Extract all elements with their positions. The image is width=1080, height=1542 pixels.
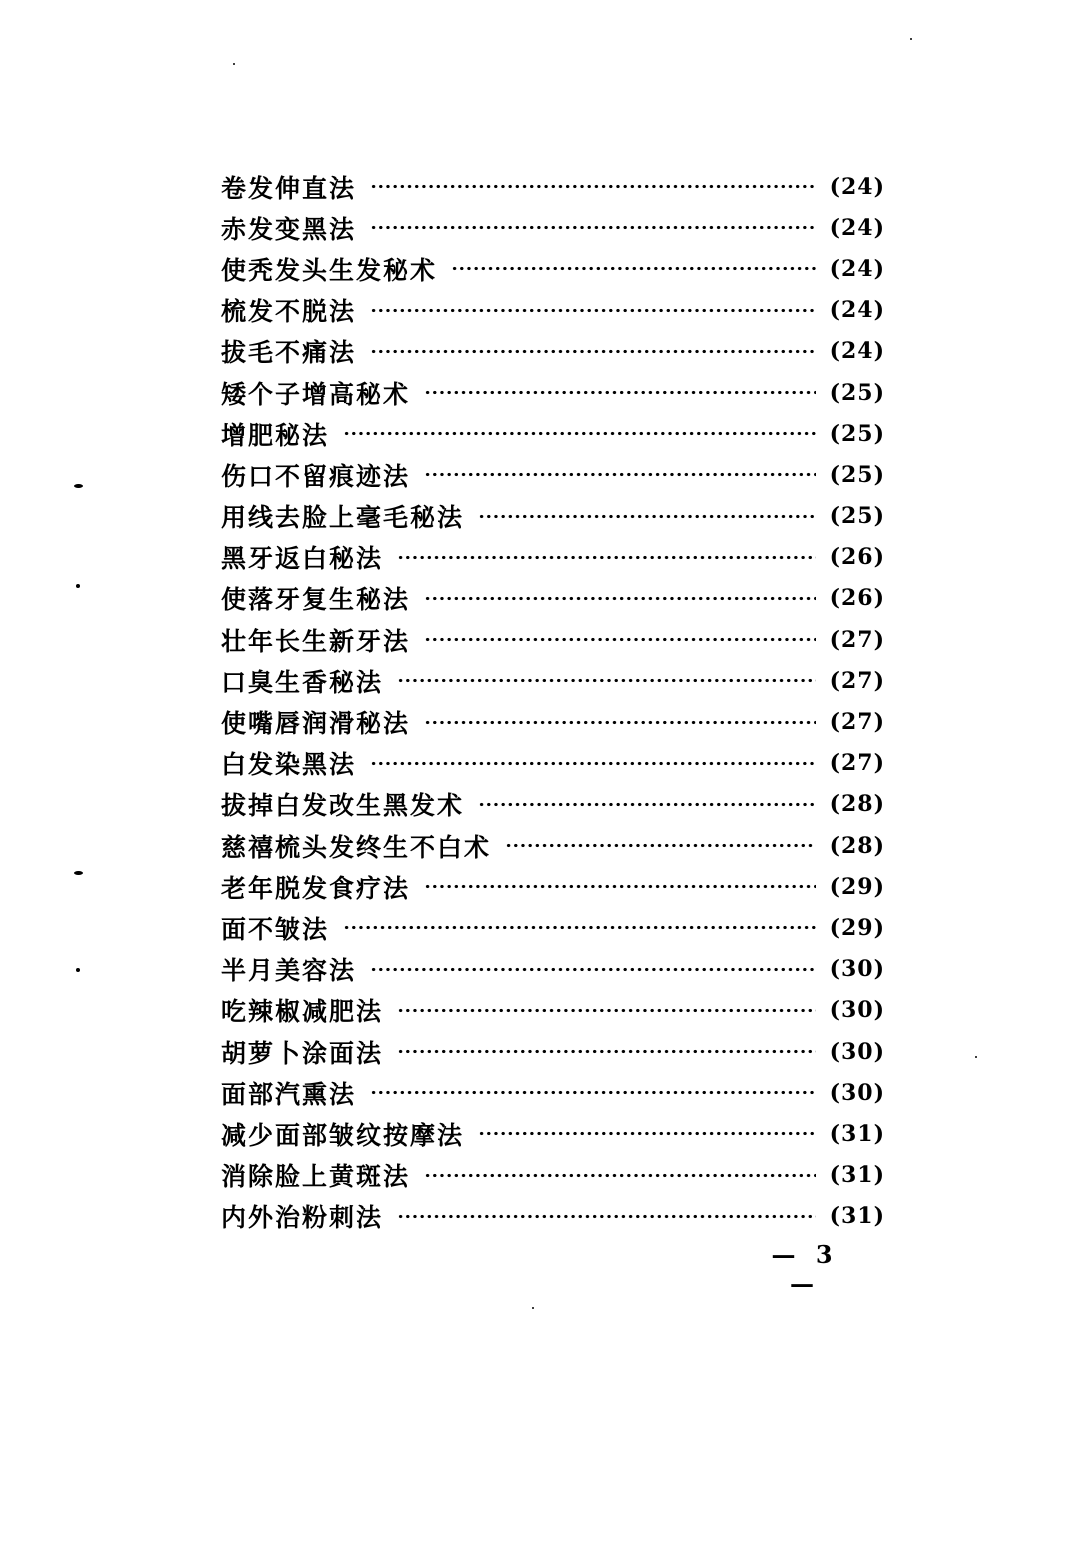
dot-leader bbox=[424, 884, 816, 889]
toc-entry bbox=[221, 207, 885, 248]
toc-entry-title: 半月美容法 bbox=[221, 956, 357, 986]
toc-entry-page: (30) bbox=[829, 1038, 885, 1065]
toc-entry-page: (25) bbox=[829, 461, 885, 488]
toc-entry-title: 使秃发头生发秘术 bbox=[221, 255, 438, 285]
toc-entry-title: 面不皱法 bbox=[221, 914, 330, 944]
toc-entry-page: (29) bbox=[829, 873, 885, 900]
dot-leader bbox=[370, 308, 816, 313]
dot-leader bbox=[424, 637, 816, 642]
toc-entry-page: (24) bbox=[829, 255, 885, 282]
toc-entry-title: 消除脸上黄斑法 bbox=[221, 1162, 411, 1192]
toc-entry bbox=[221, 949, 885, 990]
toc-entry-title: 用线去脸上毫毛秘法 bbox=[221, 503, 465, 533]
dot-leader bbox=[397, 1049, 816, 1054]
toc-entry-page: (31) bbox=[829, 1120, 885, 1147]
dot-leader bbox=[424, 596, 816, 601]
dot-leader bbox=[370, 761, 816, 766]
dot-leader bbox=[505, 843, 816, 848]
dot-leader bbox=[343, 925, 816, 930]
toc-entry bbox=[221, 166, 885, 207]
scan-speck bbox=[233, 63, 235, 65]
toc-entry-title: 使落牙复生秘法 bbox=[221, 585, 411, 615]
dot-leader bbox=[370, 184, 816, 189]
toc-entry bbox=[221, 1155, 885, 1196]
dot-leader bbox=[370, 967, 816, 972]
toc-entry-title: 矮个子增高秘术 bbox=[221, 379, 411, 409]
toc-entry-title: 减少面部皱纹按摩法 bbox=[221, 1120, 465, 1150]
toc-entry-page: (24) bbox=[829, 297, 885, 324]
toc-entry-title: 内外治粉刺法 bbox=[221, 1203, 384, 1233]
scan-speck bbox=[910, 38, 912, 40]
toc-entry-title: 胡萝卜涂面法 bbox=[221, 1038, 384, 1068]
toc-entry-page: (26) bbox=[829, 544, 885, 571]
toc-entry-page: (31) bbox=[829, 1162, 885, 1189]
toc-entry-page: (28) bbox=[829, 832, 885, 859]
toc-entry-page: (27) bbox=[829, 709, 885, 736]
toc-entry bbox=[221, 825, 885, 866]
toc-entry bbox=[221, 537, 885, 578]
toc-entry bbox=[221, 990, 885, 1031]
dot-leader bbox=[397, 1214, 816, 1219]
toc-entry-page: (28) bbox=[829, 791, 885, 818]
toc-entry bbox=[221, 413, 885, 454]
toc-entry bbox=[221, 454, 885, 495]
toc-entry-title: 增肥秘法 bbox=[221, 420, 330, 450]
toc-entry-title: 壮年长生新牙法 bbox=[221, 626, 411, 656]
toc-entry-page: (26) bbox=[829, 585, 885, 612]
toc-entry bbox=[221, 248, 885, 289]
toc-entry-title: 黑牙返白秘法 bbox=[221, 544, 384, 574]
toc-entry bbox=[221, 578, 885, 619]
toc-entry bbox=[221, 701, 885, 742]
toc-entry-title: 慈禧梳头发终生不白术 bbox=[221, 832, 492, 862]
toc-entry-page: (24) bbox=[829, 214, 885, 241]
scan-speck bbox=[532, 1307, 534, 1309]
dot-leader bbox=[424, 1173, 816, 1178]
toc-entry-page: (30) bbox=[829, 1079, 885, 1106]
toc-entry bbox=[221, 660, 885, 701]
toc-entry bbox=[221, 496, 885, 537]
toc-entry-title: 卷发伸直法 bbox=[221, 173, 357, 203]
dot-leader bbox=[370, 349, 816, 354]
toc-entry bbox=[221, 907, 885, 948]
toc-entry-title: 拔毛不痛法 bbox=[221, 338, 357, 368]
scan-speck bbox=[975, 1056, 977, 1058]
toc-entry-title: 老年脱发食疗法 bbox=[221, 873, 411, 903]
toc-entry-page: (30) bbox=[829, 997, 885, 1024]
toc-entry bbox=[221, 866, 885, 907]
toc-entry-page: (24) bbox=[829, 338, 885, 365]
toc-entry-title: 吃辣椒减肥法 bbox=[221, 997, 384, 1027]
scan-speck bbox=[76, 584, 80, 588]
dot-leader bbox=[343, 431, 816, 436]
toc-entry bbox=[221, 290, 885, 331]
toc-entry bbox=[221, 1196, 885, 1237]
toc-entry bbox=[221, 331, 885, 372]
toc-entry-page: (24) bbox=[829, 173, 885, 200]
toc-entry-page: (29) bbox=[829, 914, 885, 941]
toc-entry-page: (25) bbox=[829, 379, 885, 406]
dot-leader bbox=[478, 514, 816, 519]
dot-leader bbox=[424, 390, 816, 395]
toc-entry-title: 白发染黑法 bbox=[221, 750, 357, 780]
toc-entry-page: (25) bbox=[829, 503, 885, 530]
dot-leader bbox=[370, 1090, 816, 1095]
toc-entry bbox=[221, 1113, 885, 1154]
dot-leader bbox=[451, 266, 816, 271]
toc-entry-title: 面部汽熏法 bbox=[221, 1079, 357, 1109]
toc-entry bbox=[221, 1072, 885, 1113]
toc-entry bbox=[221, 372, 885, 413]
toc-entry-page: (30) bbox=[829, 956, 885, 983]
toc-entry bbox=[221, 784, 885, 825]
toc-entry-page: (27) bbox=[829, 750, 885, 777]
scan-speck bbox=[74, 871, 83, 875]
toc-entry-page: (27) bbox=[829, 667, 885, 694]
toc-entry-title: 赤发变黑法 bbox=[221, 214, 357, 244]
dot-leader bbox=[478, 802, 816, 807]
toc-entry-page: (31) bbox=[829, 1203, 885, 1230]
toc-entry-page: (25) bbox=[829, 420, 885, 447]
dot-leader bbox=[397, 555, 816, 560]
page-number: — 3 — bbox=[771, 1240, 839, 1298]
dot-leader bbox=[397, 678, 816, 683]
dot-leader bbox=[478, 1131, 816, 1136]
dot-leader bbox=[424, 472, 816, 477]
toc-entry-title: 梳发不脱法 bbox=[221, 297, 357, 327]
toc-entry-title: 拔掉白发改生黑发术 bbox=[221, 791, 465, 821]
dot-leader bbox=[397, 1008, 816, 1013]
toc-entry-title: 口臭生香秘法 bbox=[221, 667, 384, 697]
toc-entry-title: 使嘴唇润滑秘法 bbox=[221, 709, 411, 739]
scan-speck bbox=[76, 968, 80, 972]
toc-entry-page: (27) bbox=[829, 626, 885, 653]
dot-leader bbox=[424, 720, 816, 725]
dot-leader bbox=[370, 225, 816, 230]
scan-speck bbox=[74, 484, 83, 488]
toc-entry bbox=[221, 1031, 885, 1072]
table-of-contents bbox=[221, 166, 885, 1237]
toc-entry-title: 伤口不留痕迹法 bbox=[221, 461, 411, 491]
toc-entry bbox=[221, 743, 885, 784]
toc-entry bbox=[221, 619, 885, 660]
